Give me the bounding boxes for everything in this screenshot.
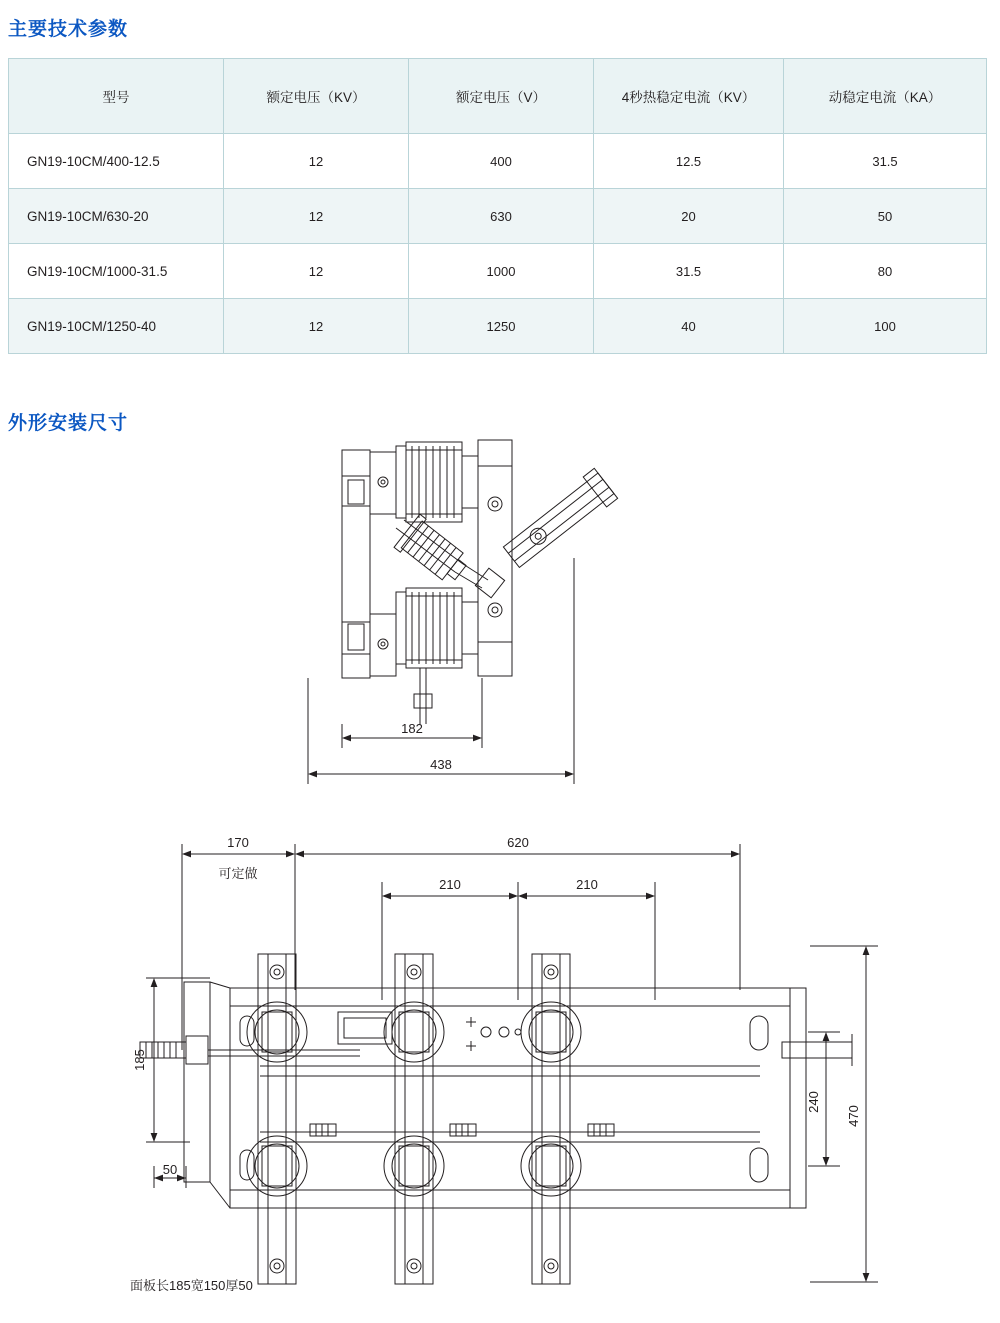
dimension-label-185: 185 bbox=[132, 1049, 147, 1071]
cell-rated-voltage-v: 630 bbox=[409, 189, 594, 244]
table-row bbox=[9, 244, 987, 299]
cell-thermal-current: 20 bbox=[594, 189, 784, 244]
dimension-label-210-right: 210 bbox=[576, 877, 598, 892]
table-row bbox=[9, 299, 987, 354]
table-row bbox=[9, 189, 987, 244]
dimension-label-240: 240 bbox=[806, 1091, 821, 1113]
cell-rated-voltage-v: 1250 bbox=[409, 299, 594, 354]
dimension-label-210-left: 210 bbox=[439, 877, 461, 892]
cell-dynamic-current: 31.5 bbox=[784, 134, 987, 189]
column-header-model: 型号 bbox=[9, 59, 224, 134]
cell-rated-voltage-kv: 12 bbox=[224, 299, 409, 354]
cell-dynamic-current: 100 bbox=[784, 299, 987, 354]
column-header-rated-voltage-kv: 额定电压（KV） bbox=[224, 59, 409, 134]
specifications-table bbox=[8, 58, 987, 354]
dimension-label-470: 470 bbox=[846, 1105, 861, 1127]
dimension-label-182: 182 bbox=[401, 721, 423, 736]
plan-view-drawing bbox=[110, 820, 900, 1310]
cell-dynamic-current: 50 bbox=[784, 189, 987, 244]
section-title-dimensions: 外形安装尺寸 bbox=[8, 413, 129, 434]
cell-rated-voltage-kv: 12 bbox=[224, 244, 409, 299]
cell-rated-voltage-kv: 12 bbox=[224, 134, 409, 189]
cell-thermal-current: 12.5 bbox=[594, 134, 784, 189]
cell-model: GN19-10CM/1000-31.5 bbox=[9, 244, 224, 299]
cell-rated-voltage-v: 400 bbox=[409, 134, 594, 189]
dimension-label-620: 620 bbox=[507, 835, 529, 850]
panel-size-note: 面板长185宽150厚50 bbox=[130, 1278, 253, 1293]
cell-model: GN19-10CM/400-12.5 bbox=[9, 134, 224, 189]
column-header-dynamic-current: 动稳定电流（KA） bbox=[784, 59, 987, 134]
cell-rated-voltage-kv: 12 bbox=[224, 189, 409, 244]
cell-thermal-current: 31.5 bbox=[594, 244, 784, 299]
dimension-label-438: 438 bbox=[430, 757, 452, 772]
cell-model: GN19-10CM/630-20 bbox=[9, 189, 224, 244]
label-custom-made: 可定做 bbox=[218, 866, 258, 881]
dimension-label-170: 170 bbox=[227, 835, 249, 850]
front-view-drawing bbox=[300, 432, 700, 792]
column-header-thermal-current: 4秒热稳定电流（KV） bbox=[594, 59, 784, 134]
table-row bbox=[9, 134, 987, 189]
table-header-row bbox=[9, 59, 987, 134]
cell-rated-voltage-v: 1000 bbox=[409, 244, 594, 299]
column-header-rated-voltage-v: 额定电压（V） bbox=[409, 59, 594, 134]
cell-model: GN19-10CM/1250-40 bbox=[9, 299, 224, 354]
cell-dynamic-current: 80 bbox=[784, 244, 987, 299]
dimension-label-50: 50 bbox=[162, 1162, 178, 1177]
cell-thermal-current: 40 bbox=[594, 299, 784, 354]
section-title-parameters: 主要技术参数 bbox=[8, 19, 129, 40]
